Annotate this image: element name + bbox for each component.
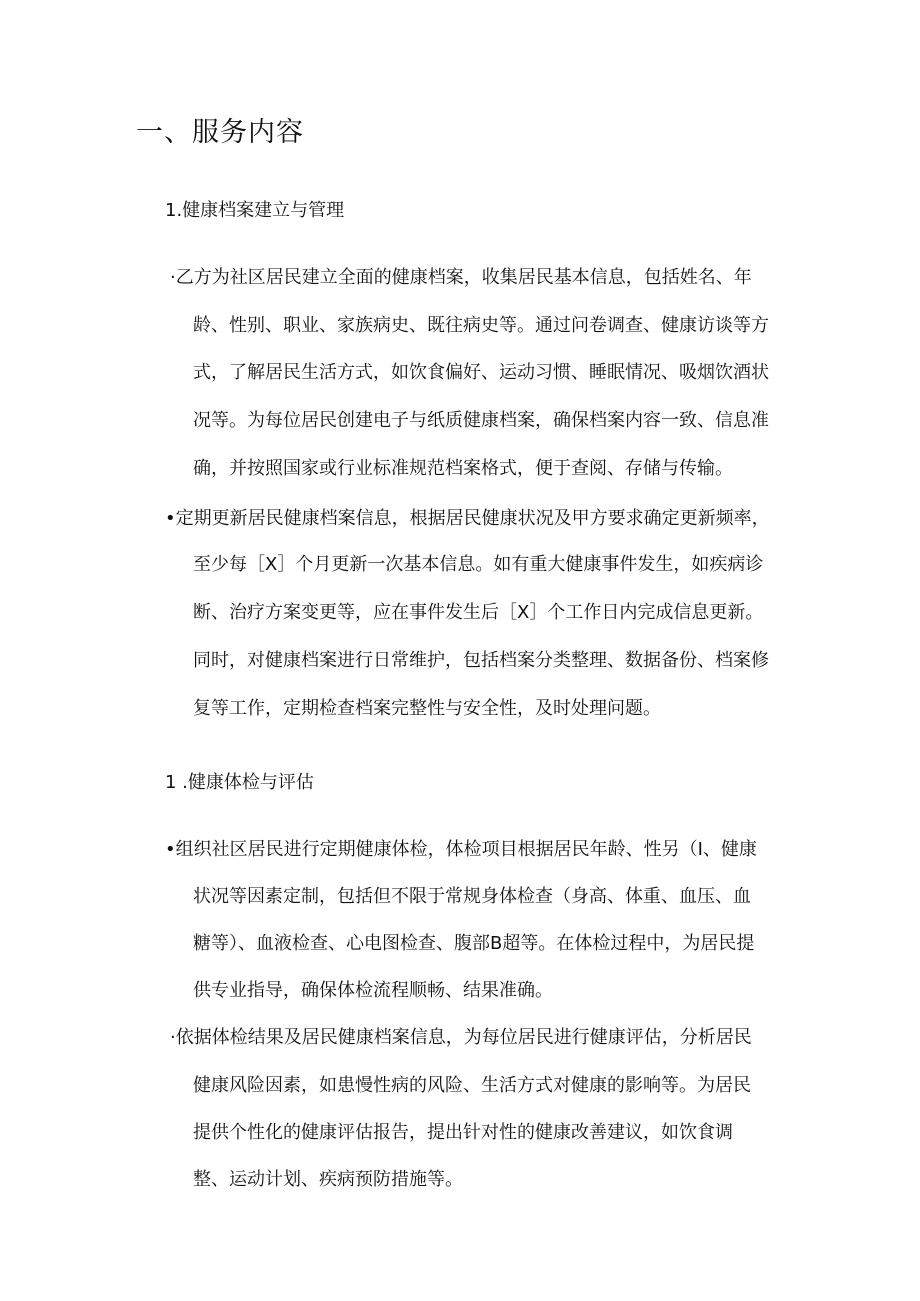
subsection-heading-archive: 1.健康档案建立与管理	[165, 200, 345, 221]
paragraph-line: 式，了解居民生活方式，如饮食偏好、运动习惯、睡眠情况、吸烟饮酒状	[193, 362, 769, 383]
paragraph-line: 确，并按照国家或行业标准规范档案格式，便于查阅、存储与传输。	[193, 458, 733, 479]
subsection-heading-checkup: 1 .健康体检与评估	[165, 772, 314, 793]
paragraph-line: 同时，对健康档案进行日常维护，包括档案分类整理、数据备份、档案修	[193, 650, 769, 671]
section-title: 一、服务内容	[136, 117, 304, 148]
paragraph-line: 整、运动计划、疾病预防措施等。	[193, 1169, 463, 1190]
paragraph-line: 断、治疗方案变更等，应在事件发生后［X］个工作日内完成信息更新。	[193, 602, 764, 623]
paragraph-line: •定期更新居民健康档案信息，根据居民健康状况及甲方要求确定更新频率，	[165, 508, 770, 529]
paragraph-line: 健康风险因素，如患慢性病的风险、生活方式对健康的影响等。为居民	[193, 1075, 751, 1096]
paragraph-line: 况等。为每位居民创建电子与纸质健康档案，确保档案内容一致、信息准	[193, 410, 769, 431]
paragraph-line: 至少每［X］个月更新一次基本信息。如有重大健康事件发生，如疾病诊	[193, 554, 764, 575]
paragraph-line: 供专业指导，确保体检流程顺畅、结果准确。	[193, 980, 553, 1001]
paragraph-line: 提供个性化的健康评估报告，提出针对性的健康改善建议，如饮食调	[193, 1122, 733, 1143]
paragraph-line: •组织社区居民进行定期健康体检，体检项目根据居民年龄、性另（I、健康	[165, 839, 757, 860]
paragraph-line: 龄、性别、职业、家族病史、既往病史等。通过问卷调查、健康访谈等方	[193, 315, 769, 336]
paragraph-line: 糖等）、血液检查、心电图检查、腹部B超等。在体检过程中，为居民提	[193, 933, 755, 954]
paragraph-line: 复等工作，定期检查档案完整性与安全性，及时处理问题。	[193, 698, 661, 719]
paragraph-line: 状况等因素定制，包括但不限于常规身体检查（身高、体重、血压、血	[193, 886, 751, 907]
paragraph-line: ·乙方为社区居民建立全面的健康档案，收集居民基本信息，包括姓名、年	[170, 267, 752, 288]
paragraph-line: ·依据体检结果及居民健康档案信息，为每位居民进行健康评估，分析居民	[170, 1027, 752, 1048]
